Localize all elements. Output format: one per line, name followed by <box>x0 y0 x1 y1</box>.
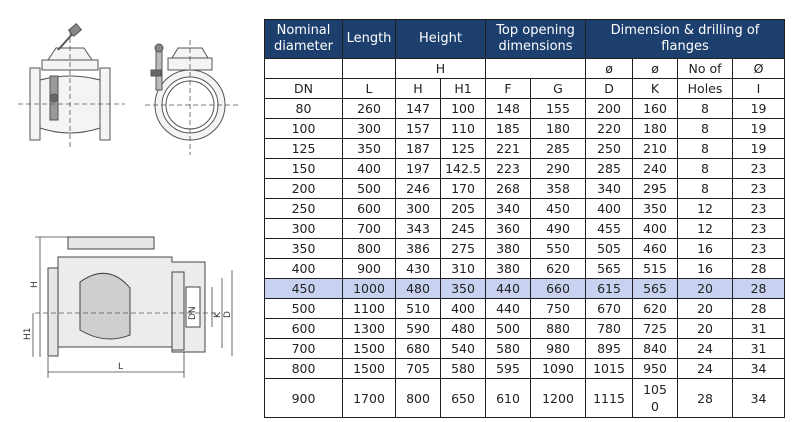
table-cell: 343 <box>396 219 441 239</box>
table-cell: 980 <box>531 339 586 359</box>
table-cell: 500 <box>486 319 531 339</box>
table-cell: 1500 <box>343 339 396 359</box>
table-cell: 180 <box>531 119 586 139</box>
table-cell: 725 <box>633 319 678 339</box>
table-row <box>265 119 785 139</box>
valve-drawings <box>0 0 262 422</box>
table-cell: 550 <box>531 239 586 259</box>
table-cell: 34 <box>733 359 785 379</box>
table-row <box>265 139 785 159</box>
table-cell: 250 <box>265 199 343 219</box>
symbol-row <box>265 59 785 79</box>
table-cell: 28 <box>733 279 785 299</box>
table-cell: 285 <box>531 139 586 159</box>
table-cell: 23 <box>733 199 785 219</box>
table-cell: 440 <box>486 279 531 299</box>
table-cell: 800 <box>343 239 396 259</box>
table-cell: 23 <box>733 159 785 179</box>
table-cell: 1015 <box>586 359 633 379</box>
table-cell: 12 <box>678 199 733 219</box>
sub-header-cell: H <box>396 79 441 99</box>
table-cell: 400 <box>343 159 396 179</box>
table-row <box>265 279 785 299</box>
table-cell: 180 <box>633 119 678 139</box>
table-cell: 185 <box>486 119 531 139</box>
table-row <box>265 379 785 418</box>
table-cell: 19 <box>733 139 785 159</box>
table-cell: 1115 <box>586 379 633 418</box>
table-cell: 1090 <box>531 359 586 379</box>
table-cell: 20 <box>678 279 733 299</box>
sub-header-cell: DN <box>265 79 343 99</box>
table-cell: 595 <box>486 359 531 379</box>
table-cell: 220 <box>586 119 633 139</box>
symbol-cell <box>265 59 343 79</box>
table-cell: 800 <box>396 379 441 418</box>
table-cell: 480 <box>441 319 486 339</box>
table-body <box>265 99 785 418</box>
table-cell: 1000 <box>343 279 396 299</box>
table-cell: 380 <box>486 239 531 259</box>
table-cell: 680 <box>396 339 441 359</box>
sub-header-cell: I <box>733 79 785 99</box>
label-dn: DN <box>188 306 198 320</box>
table-row <box>265 99 785 119</box>
sub-header-cell: D <box>586 79 633 99</box>
table-cell: 750 <box>531 299 586 319</box>
table-cell: 19 <box>733 99 785 119</box>
symbol-cell-height: H <box>396 59 486 79</box>
table-cell: 148 <box>486 99 531 119</box>
table-cell: 386 <box>396 239 441 259</box>
table-cell: 28 <box>733 259 785 279</box>
table-cell: 490 <box>531 219 586 239</box>
table-cell: 28 <box>678 379 733 418</box>
label-k: K <box>213 312 223 318</box>
table-cell: 950 <box>633 359 678 379</box>
table-row <box>265 299 785 319</box>
table-cell: 221 <box>486 139 531 159</box>
table-cell: 400 <box>586 199 633 219</box>
header-nominal-diameter: Nominal diameter <box>265 20 343 59</box>
symbol-cell-diameter: ø <box>586 59 633 79</box>
table-cell: 340 <box>486 199 531 219</box>
table-cell: 620 <box>531 259 586 279</box>
table-cell: 380 <box>486 259 531 279</box>
table-cell: 500 <box>343 179 396 199</box>
table-cell: 8 <box>678 139 733 159</box>
table-cell: 400 <box>441 299 486 319</box>
table-cell: 125 <box>441 139 486 159</box>
table-cell: 155 <box>531 99 586 119</box>
table-cell: 240 <box>633 159 678 179</box>
table-cell: 12 <box>678 219 733 239</box>
valve-section-view <box>48 237 205 356</box>
table-cell: 197 <box>396 159 441 179</box>
table-cell: 100 <box>441 99 486 119</box>
table-cell: 780 <box>586 319 633 339</box>
table-cell: 200 <box>586 99 633 119</box>
header-flanges: Dimension & drilling of flanges <box>586 20 785 59</box>
sub-header-cell: Holes <box>678 79 733 99</box>
table-cell: 170 <box>441 179 486 199</box>
table-cell: 205 <box>441 199 486 219</box>
table-cell: 515 <box>633 259 678 279</box>
table-cell: 110 <box>441 119 486 139</box>
table-cell: 350 <box>265 239 343 259</box>
table-cell: 480 <box>396 279 441 299</box>
table-cell: 8 <box>678 159 733 179</box>
table-cell: 200 <box>265 179 343 199</box>
table-cell: 1300 <box>343 319 396 339</box>
symbol-cell <box>486 59 586 79</box>
table-cell: 31 <box>733 339 785 359</box>
table-cell: 565 <box>586 259 633 279</box>
table-cell: 500 <box>265 299 343 319</box>
table-cell: 900 <box>265 379 343 418</box>
table-cell: 1700 <box>343 379 396 418</box>
table-cell: 400 <box>633 219 678 239</box>
table-cell: 260 <box>343 99 396 119</box>
table-cell: 100 <box>265 119 343 139</box>
table-row <box>265 199 785 219</box>
table-cell: 300 <box>343 119 396 139</box>
table-cell: 400 <box>265 259 343 279</box>
sub-header-cell: F <box>486 79 531 99</box>
table-cell: 350 <box>343 139 396 159</box>
symbol-cell-diameter: Ø <box>733 59 785 79</box>
table-cell: 1500 <box>343 359 396 379</box>
table-cell: 8 <box>678 179 733 199</box>
table-cell: 285 <box>586 159 633 179</box>
table-cell: 840 <box>633 339 678 359</box>
table-cell: 31 <box>733 319 785 339</box>
sub-header-cell: H1 <box>441 79 486 99</box>
valve-end-view <box>151 44 225 140</box>
table-cell: 880 <box>531 319 586 339</box>
symbol-cell-diameter: ø <box>633 59 678 79</box>
table-cell: 580 <box>486 339 531 359</box>
sub-header-row <box>265 79 785 99</box>
sub-header-cell: G <box>531 79 586 99</box>
table-cell: 1050 <box>633 379 678 418</box>
table-cell: 295 <box>633 179 678 199</box>
table-cell: 275 <box>441 239 486 259</box>
table-cell: 24 <box>678 339 733 359</box>
table-cell: 615 <box>586 279 633 299</box>
table-cell: 350 <box>441 279 486 299</box>
table-cell: 580 <box>441 359 486 379</box>
table-cell: 610 <box>486 379 531 418</box>
table-cell: 16 <box>678 259 733 279</box>
table-cell: 20 <box>678 299 733 319</box>
table-cell: 670 <box>586 299 633 319</box>
header-top-opening: Top opening dimensions <box>486 20 586 59</box>
table-cell: 590 <box>396 319 441 339</box>
table-cell: 505 <box>586 239 633 259</box>
table-row <box>265 159 785 179</box>
sub-header-cell: K <box>633 79 678 99</box>
table-cell: 34 <box>733 379 785 418</box>
table-cell: 450 <box>265 279 343 299</box>
table-cell: 620 <box>633 299 678 319</box>
table-cell: 310 <box>441 259 486 279</box>
table-cell: 540 <box>441 339 486 359</box>
table-cell: 223 <box>486 159 531 179</box>
label-d: D <box>223 311 233 318</box>
table-cell: 358 <box>531 179 586 199</box>
table-cell: 1200 <box>531 379 586 418</box>
table-cell: 360 <box>486 219 531 239</box>
label-h1: H1 <box>23 327 33 340</box>
table-row <box>265 239 785 259</box>
table-row <box>265 319 785 339</box>
table-cell: 600 <box>265 319 343 339</box>
sub-header-cell: L <box>343 79 396 99</box>
table-cell: 142.5 <box>441 159 486 179</box>
table-cell: 187 <box>396 139 441 159</box>
table-cell: 1100 <box>343 299 396 319</box>
symbol-cell <box>343 59 396 79</box>
table-row <box>265 339 785 359</box>
header-length: Length <box>343 20 396 59</box>
table-cell: 565 <box>633 279 678 299</box>
table-cell: 28 <box>733 299 785 319</box>
table-cell: 23 <box>733 219 785 239</box>
table-cell: 23 <box>733 179 785 199</box>
table-cell: 600 <box>343 199 396 219</box>
header-height: Height <box>396 20 486 59</box>
table-cell: 705 <box>396 359 441 379</box>
table-cell: 460 <box>633 239 678 259</box>
table-cell: 250 <box>586 139 633 159</box>
table-cell: 125 <box>265 139 343 159</box>
table-cell: 510 <box>396 299 441 319</box>
table-cell: 300 <box>396 199 441 219</box>
table-cell: 23 <box>733 239 785 259</box>
table-cell: 157 <box>396 119 441 139</box>
label-l: L <box>118 362 124 372</box>
table-cell: 340 <box>586 179 633 199</box>
table-cell: 450 <box>531 199 586 219</box>
table-cell: 16 <box>678 239 733 259</box>
table-cell: 350 <box>633 199 678 219</box>
table-cell: 455 <box>586 219 633 239</box>
table-cell: 700 <box>343 219 396 239</box>
table-cell: 210 <box>633 139 678 159</box>
table-row <box>265 259 785 279</box>
table-cell: 650 <box>441 379 486 418</box>
table-cell: 290 <box>531 159 586 179</box>
table-cell: 19 <box>733 119 785 139</box>
table-row <box>265 359 785 379</box>
table-cell: 8 <box>678 99 733 119</box>
table-cell: 660 <box>531 279 586 299</box>
symbol-cell-no-of: No of <box>678 59 733 79</box>
table-cell: 24 <box>678 359 733 379</box>
table-cell: 800 <box>265 359 343 379</box>
table-row <box>265 219 785 239</box>
table-cell: 900 <box>343 259 396 279</box>
table-cell: 20 <box>678 319 733 339</box>
table-cell: 150 <box>265 159 343 179</box>
table-cell: 160 <box>633 99 678 119</box>
table-cell: 147 <box>396 99 441 119</box>
table-cell: 430 <box>396 259 441 279</box>
table-cell: 895 <box>586 339 633 359</box>
label-h: H <box>30 281 40 288</box>
table-row <box>265 179 785 199</box>
table-cell: 245 <box>441 219 486 239</box>
group-header-row <box>265 20 785 59</box>
table-cell: 8 <box>678 119 733 139</box>
table-cell: 440 <box>486 299 531 319</box>
table-cell: 80 <box>265 99 343 119</box>
valve-dimension-table <box>264 19 785 418</box>
table-cell: 246 <box>396 179 441 199</box>
table-cell: 300 <box>265 219 343 239</box>
table-cell: 268 <box>486 179 531 199</box>
table-cell: 700 <box>265 339 343 359</box>
